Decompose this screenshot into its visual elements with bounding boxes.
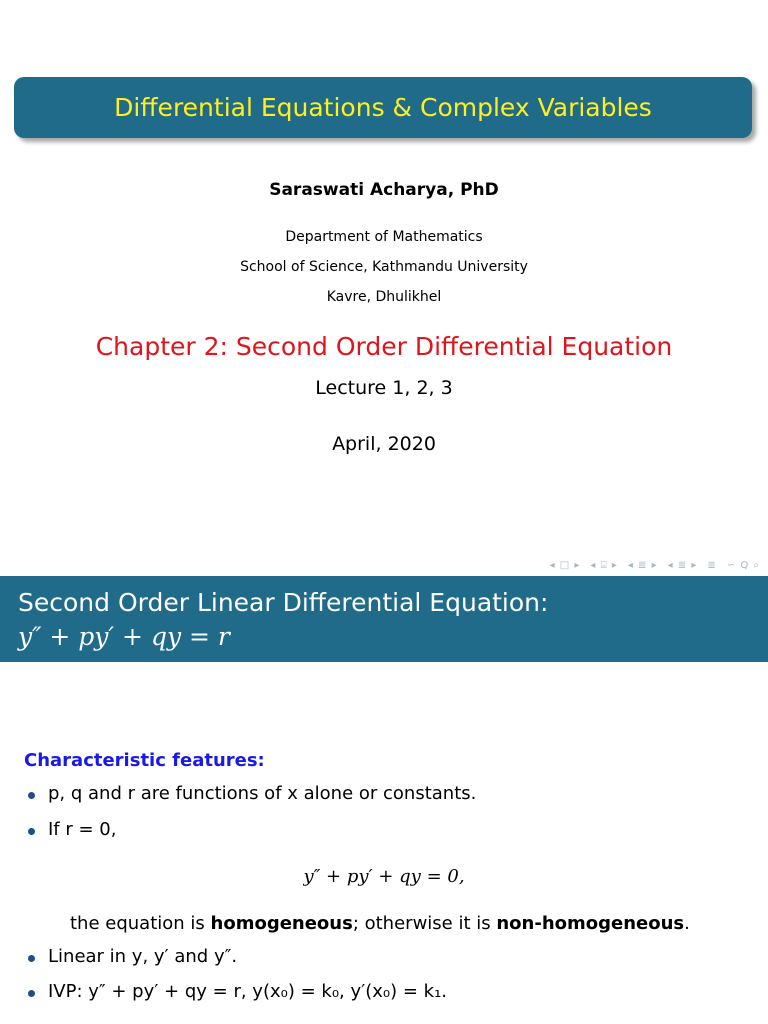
nav-search-icon[interactable]: ∽ Q ⌕ [726,559,760,571]
homogeneous-definition: the equation is homogeneous; otherwise it is non-homogeneous. [70,913,690,934]
bullet-icon [28,990,35,997]
nav-section-icon[interactable]: ◂ ≣ ▸ [667,559,698,571]
list-item: IVP: y″ + py′ + qy = r, y(x₀) = k₀, y′(x₀) = k₁. [48,981,447,1002]
chapter-title: Chapter 2: Second Order Differential Equation [95,332,673,361]
frame-title-bar [0,576,768,662]
nav-toc-icon[interactable]: ≣ [707,559,717,571]
affiliation-line: School of Science, Kathmandu University [240,259,528,275]
bullet-icon [28,792,35,799]
author-name: Saraswati Acharya, PhD [269,180,499,200]
list-item: If r = 0, [48,819,116,840]
frame-title-equation: y″ + py′ + qy = r [18,622,230,651]
lecture-numbers: Lecture 1, 2, 3 [315,377,453,399]
nav-subsection-icon[interactable]: ◂ ⌸ ▸ [590,559,618,571]
affiliation-line: Kavre, Dhulikhel [326,289,442,305]
term-non-homogeneous: non-homogeneous [496,913,685,934]
list-item: p, q and r are functions of x alone or constants. [48,783,476,804]
course-title: Differential Equations & Complex Variables [114,93,652,122]
display-equation: y″ + py′ + qy = 0, [303,866,465,887]
affiliation-line: Department of Mathematics [285,229,483,245]
list-item: Linear in y, y′ and y″. [48,946,237,967]
nav-frame-icon[interactable]: ◂ □ ▸ [549,559,581,571]
presentation-date: April, 2020 [332,433,436,455]
term-homogeneous: homogeneous [210,913,353,934]
beamer-navigation[interactable] [550,558,760,572]
content-slide [0,576,768,1024]
title-banner [14,77,752,138]
bullet-icon [28,955,35,962]
nav-section-icon[interactable]: ◂ ≣ ▸ [627,559,658,571]
features-heading: Characteristic features: [24,750,265,771]
bullet-icon [28,828,35,835]
frame-title: Second Order Linear Differential Equation: [18,588,549,617]
